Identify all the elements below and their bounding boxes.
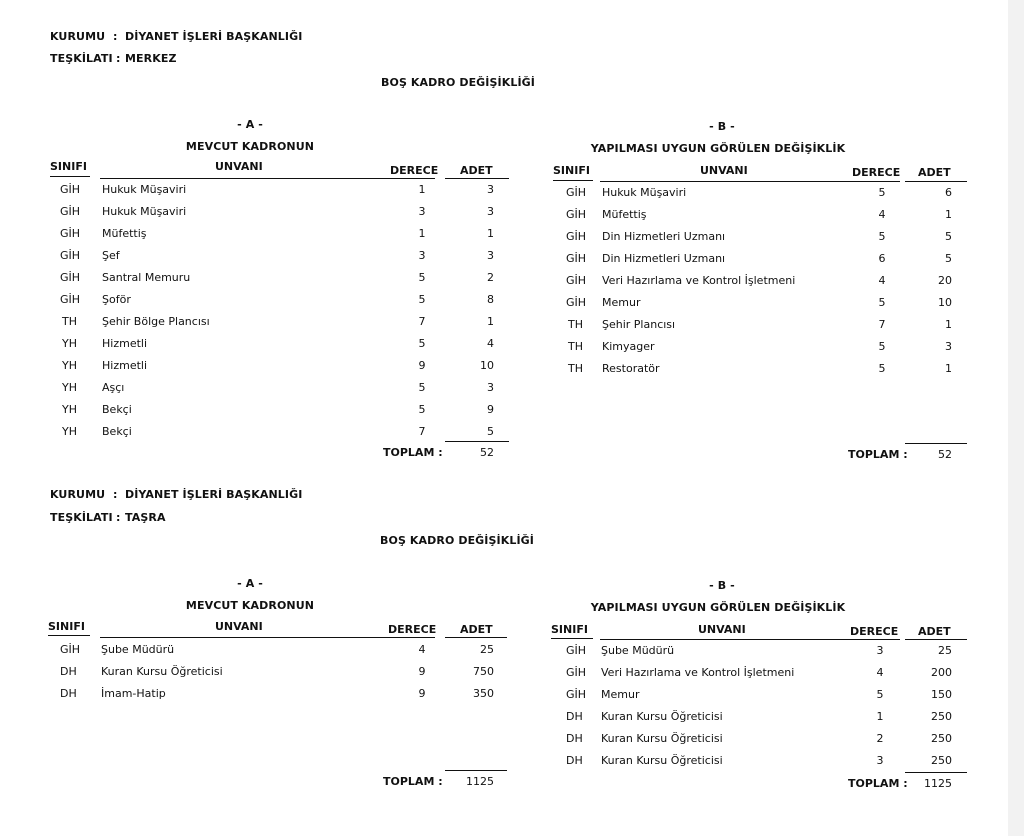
cell-derece: 3 [418,205,426,218]
table-row [520,644,980,666]
cell-derece: 5 [418,293,426,306]
column-header-sinifi: SINIFI [553,164,590,177]
table-row [0,249,520,271]
cell-adet: 1 [945,208,952,221]
cell-unvani: Aşçı [102,381,125,394]
cell-sinifi: TH [62,315,77,328]
cell-unvani: Santral Memuru [102,271,191,284]
table-row [0,315,520,337]
cell-adet: 1 [487,315,494,328]
teskilati-label: TEŞKİLATI [50,52,113,65]
cell-unvani: Kimyager [602,340,655,353]
cell-adet: 2 [487,271,494,284]
table-row [520,362,980,384]
total-rule [905,772,967,773]
table-row [520,732,980,754]
cell-adet: 250 [931,710,952,723]
cell-sinifi: DH [60,687,77,700]
header-rule [445,637,507,638]
cell-unvani: Kuran Kursu Öğreticisi [601,754,723,767]
column-header-derece: DERECE [388,623,437,636]
total-value: 52 [938,448,952,461]
cell-unvani: Bekçi [102,403,132,416]
cell-adet: 3 [487,249,494,262]
table-row [0,643,520,665]
cell-unvani: Hukuk Müşaviri [102,205,187,218]
cell-unvani: Şube Müdürü [601,644,675,657]
table-row [0,425,520,447]
cell-derece: 1 [418,227,426,240]
cell-unvani: İmam-Hatip [101,687,166,700]
cell-derece: 5 [878,362,886,375]
table-heading: YAPILMASI UYGUN GÖRÜLEN DEĞİŞİKLİK [590,601,846,614]
cell-sinifi: YH [62,403,77,416]
cell-adet: 1 [945,318,952,331]
cell-sinifi: GİH [566,186,587,199]
table-row [520,296,980,318]
cell-derece: 3 [418,249,426,262]
cell-derece: 4 [418,643,426,656]
column-header-adet: ADET [460,164,493,177]
cell-sinifi: GİH [566,274,587,287]
header-rule [551,638,593,639]
column-header-derece: DERECE [852,166,901,179]
cell-unvani: Hukuk Müşaviri [602,186,687,199]
teskilati-separator: : [116,52,121,65]
cell-derece: 7 [418,315,426,328]
table-row [520,230,980,252]
cell-derece: 9 [418,687,426,700]
cell-adet: 25 [938,644,952,657]
table-heading: MEVCUT KADRONUN [185,599,315,612]
cell-derece: 5 [878,296,886,309]
header-rule [600,181,900,182]
cell-unvani: Şube Müdürü [101,643,175,656]
cell-adet: 750 [473,665,494,678]
cell-sinifi: DH [60,665,77,678]
cell-derece: 4 [876,666,884,679]
column-header-derece: DERECE [850,625,899,638]
table-row [0,359,520,381]
cell-unvani: Şoför [102,293,131,306]
table-row [0,337,520,359]
cell-sinifi: YH [62,381,77,394]
header-rule [100,637,435,638]
table-letter: - A - [237,118,263,131]
cell-derece: 1 [876,710,884,723]
cell-adet: 4 [487,337,494,350]
cell-unvani: Hukuk Müşaviri [102,183,187,196]
cell-sinifi: GİH [60,205,81,218]
teskilati-value: MERKEZ [125,52,177,65]
kurumu-value: DİYANET İŞLERİ BAŞKANLIĞI [125,30,303,43]
cell-adet: 1 [945,362,952,375]
column-header-sinifi: SINIFI [48,620,85,633]
cell-unvani: Kuran Kursu Öğreticisi [601,732,723,745]
total-rule [445,441,509,442]
cell-adet: 350 [473,687,494,700]
cell-unvani: Şehir Plancısı [602,318,676,331]
table-letter: - B - [709,120,735,133]
column-header-derece: DERECE [390,164,439,177]
cell-sinifi: DH [566,710,583,723]
header-rule [445,178,509,179]
cell-derece: 7 [878,318,886,331]
cell-unvani: Veri Hazırlama ve Kontrol İşletmeni [601,666,795,679]
table-letter: - B - [709,579,735,592]
cell-unvani: Müfettiş [602,208,647,221]
cell-sinifi: TH [568,318,583,331]
cell-adet: 3 [945,340,952,353]
table-row [520,252,980,274]
cell-sinifi: GİH [566,252,587,265]
total-label: TOPLAM : [848,777,908,790]
table-row [520,666,980,688]
cell-derece: 5 [418,271,426,284]
total-value: 52 [480,446,494,459]
cell-unvani: Memur [601,688,640,701]
total-label: TOPLAM : [383,775,443,788]
cell-sinifi: TH [568,362,583,375]
cell-sinifi: DH [566,732,583,745]
cell-sinifi: GİH [60,249,81,262]
table-row [0,403,520,425]
cell-sinifi: GİH [566,688,587,701]
cell-adet: 6 [945,186,952,199]
cell-unvani: Hizmetli [102,337,148,350]
cell-adet: 250 [931,732,952,745]
total-value: 1125 [924,777,952,790]
table-row [520,710,980,732]
cell-derece: 5 [878,340,886,353]
cell-adet: 3 [487,205,494,218]
column-header-unvani: UNVANI [215,620,263,633]
teskilati-label: TEŞKİLATI [50,511,113,524]
cell-unvani: Memur [602,296,641,309]
cell-unvani: Şef [102,249,120,262]
total-label: TOPLAM : [848,448,908,461]
table-row [0,687,520,709]
table-row [520,688,980,710]
cell-derece: 2 [876,732,884,745]
document-title: BOŞ KADRO DEĞİŞİKLİĞİ [381,76,535,89]
cell-sinifi: TH [568,340,583,353]
cell-derece: 5 [418,403,426,416]
cell-derece: 1 [418,183,426,196]
cell-derece: 5 [418,381,426,394]
cell-adet: 1 [487,227,494,240]
header-rule [905,639,967,640]
header-rule [905,181,967,182]
cell-unvani: Kuran Kursu Öğreticisi [601,710,723,723]
cell-sinifi: DH [566,754,583,767]
table-row [0,205,520,227]
total-value: 1125 [466,775,494,788]
cell-derece: 4 [878,274,886,287]
cell-derece: 3 [876,754,884,767]
cell-adet: 10 [938,296,952,309]
cell-sinifi: GİH [566,230,587,243]
total-label: TOPLAM : [383,446,443,459]
column-header-unvani: UNVANI [700,164,748,177]
header-rule [100,178,435,179]
table-letter: - A - [237,577,263,590]
cell-unvani: Şehir Bölge Plancısı [102,315,210,328]
table-row [520,186,980,208]
cell-unvani: Restoratör [602,362,660,375]
cell-adet: 3 [487,183,494,196]
total-rule [905,443,967,444]
column-header-sinifi: SINIFI [551,623,588,636]
kurumu-separator: : [113,488,118,501]
cell-unvani: Müfettiş [102,227,147,240]
cell-unvani: Bekçi [102,425,132,438]
cell-unvani: Kuran Kursu Öğreticisi [101,665,223,678]
cell-adet: 5 [945,252,952,265]
table-heading: YAPILMASI UYGUN GÖRÜLEN DEĞİŞİKLİK [590,142,846,155]
teskilati-value: TAŞRA [125,511,166,524]
cell-derece: 5 [878,230,886,243]
cell-unvani: Din Hizmetleri Uzmanı [602,252,726,265]
table-row [0,665,520,687]
header-rule [50,176,90,177]
column-header-adet: ADET [460,623,493,636]
cell-sinifi: GİH [566,208,587,221]
table-row [520,340,980,362]
cell-adet: 250 [931,754,952,767]
cell-sinifi: YH [62,425,77,438]
cell-sinifi: GİH [60,643,81,656]
table-row [0,271,520,293]
cell-adet: 3 [487,381,494,394]
header-rule [600,639,900,640]
cell-derece: 5 [876,688,884,701]
column-header-adet: ADET [918,166,951,179]
cell-derece: 3 [876,644,884,657]
cell-unvani: Hizmetli [102,359,148,372]
column-header-adet: ADET [918,625,951,638]
teskilati-separator: : [116,511,121,524]
cell-sinifi: GİH [60,271,81,284]
cell-sinifi: GİH [566,644,587,657]
column-header-unvani: UNVANI [698,623,746,636]
cell-sinifi: GİH [566,666,587,679]
cell-adet: 9 [487,403,494,416]
cell-adet: 5 [487,425,494,438]
cell-unvani: Din Hizmetleri Uzmanı [602,230,726,243]
table-row [520,208,980,230]
header-rule [553,180,593,181]
cell-sinifi: GİH [60,293,81,306]
table-row [0,183,520,205]
cell-derece: 7 [418,425,426,438]
column-header-unvani: UNVANI [215,160,263,173]
table-row [0,227,520,249]
cell-derece: 5 [878,186,886,199]
cell-adet: 200 [931,666,952,679]
table-row [0,381,520,403]
table-row [520,318,980,340]
table-heading: MEVCUT KADRONUN [185,140,315,153]
cell-adet: 8 [487,293,494,306]
header-rule [48,635,90,636]
column-header-sinifi: SINIFI [50,160,87,173]
kurumu-label: KURUMU [50,30,106,43]
cell-sinifi: YH [62,359,77,372]
cell-derece: 9 [418,665,426,678]
table-row [0,293,520,315]
cell-unvani: Veri Hazırlama ve Kontrol İşletmeni [602,274,796,287]
cell-sinifi: GİH [566,296,587,309]
total-rule [445,770,507,771]
cell-sinifi: YH [62,337,77,350]
document-title: BOŞ KADRO DEĞİŞİKLİĞİ [380,534,534,547]
cell-derece: 4 [878,208,886,221]
cell-sinifi: GİH [60,227,81,240]
cell-adet: 150 [931,688,952,701]
cell-adet: 5 [945,230,952,243]
kurumu-label: KURUMU [50,488,106,501]
table-row [520,274,980,296]
kurumu-value: DİYANET İŞLERİ BAŞKANLIĞI [125,488,303,501]
kurumu-separator: : [113,30,118,43]
cell-adet: 25 [480,643,494,656]
cell-adet: 10 [480,359,494,372]
cell-adet: 20 [938,274,952,287]
cell-derece: 5 [418,337,426,350]
cell-derece: 9 [418,359,426,372]
cell-derece: 6 [878,252,886,265]
cell-sinifi: GİH [60,183,81,196]
